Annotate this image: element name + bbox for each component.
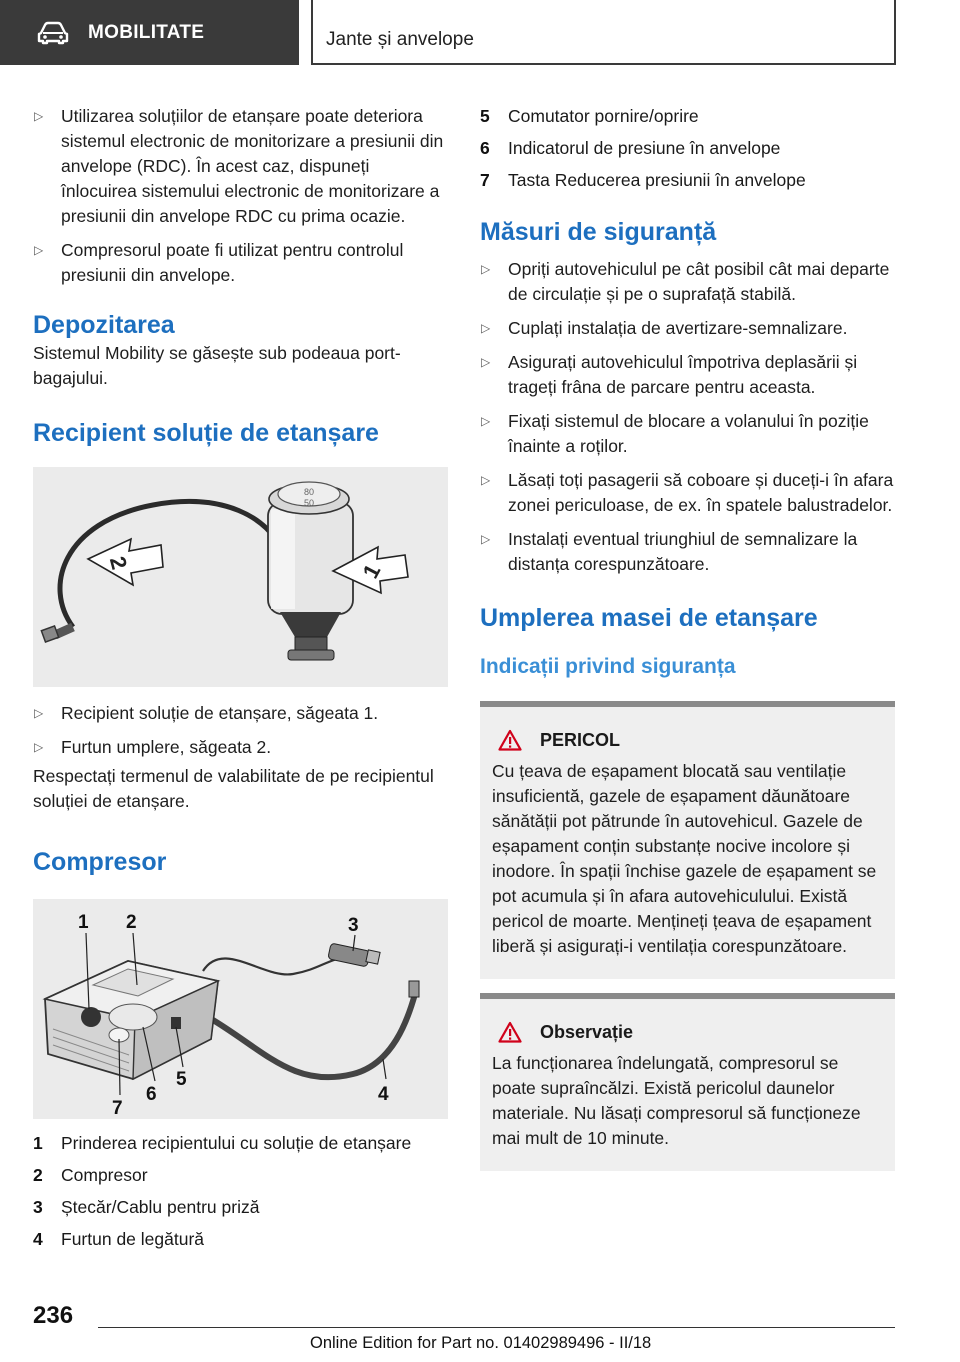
bullet-item: ▷ Cuplați instalația de avertizare-semnalizare. xyxy=(480,316,895,341)
heading-container: Recipient soluție de etanșare xyxy=(33,419,379,447)
callout-2: 2 xyxy=(126,912,137,933)
arrow-label-2: 2 xyxy=(104,553,133,573)
danger-text: Cu țeava de eșapament blocată sau ventilație insuficientă, gazele de eșapament dăunătoare sănătății pot pătrunde în autovehicul. Gazele de eșapament conțin substanțe nocive incolore și inodore. În spații închise gazele de eșapament se pot acumula și în afara autovehiculului. Există pericol de moarte. Mențineți țeava de eșapament liberă și asigurați-i ventilația corespunzătoare. xyxy=(492,761,877,956)
caution-notice xyxy=(480,993,895,1171)
bullet-item: ▷ Asigurați autovehiculul împotriva deplasării și trageți frâna de parcare pentru aceasta. xyxy=(481,352,858,397)
footer-divider xyxy=(98,1327,895,1328)
caution-text: La funcționarea îndelungată, compresorul se poate supraîncălzi. Există pericolul daunelor materiale. Nu lăsați compresorul să funcționeze mai mult de 10 minute. xyxy=(492,1053,861,1148)
storage-text: Sistemul Mobility se găsește sub podeaua portbagajului. xyxy=(33,343,401,388)
callout-6: 6 xyxy=(146,1084,157,1105)
car-icon xyxy=(36,21,70,45)
expiry-text: Respectați termenul de valabilitate de pe recipientul soluției de etanșare. xyxy=(33,766,434,811)
bullet-item: ▷ Fixați sistemul de blocare a volanului în poziție înainte a roților. xyxy=(481,411,869,456)
triangle-bullet-icon: ▷ xyxy=(34,706,44,720)
triangle-bullet-icon: ▷ xyxy=(34,109,44,123)
sealant-container-figure xyxy=(33,467,448,687)
callout-7: 7 xyxy=(112,1098,123,1119)
bullet-item: ▷ Recipient soluție de etanșare, săgeata 1. xyxy=(33,701,448,726)
triangle-bullet-icon: ▷ xyxy=(34,740,44,754)
bullet-item: ▷ Opriți autovehiculul pe cât posibil cât mai departe de circulație și pe o suprafață stabilă. xyxy=(481,259,890,304)
right-column xyxy=(480,104,895,1171)
edition-text: Online Edition for Part no. 01402989496 - II/18 xyxy=(310,1334,652,1352)
warning-triangle-icon xyxy=(498,729,522,751)
heading-fill: Umplerea masei de etanșare xyxy=(480,604,818,632)
bullet-item: ▷ Utilizarea soluțiilor de etanșare poate deteriora sistemul electronic de monitorizare a presiunii din anvelope (RDC). În acest caz, dispuneți înlocuirea sistemului electronic de monitorizare a presiunii din anvelope RDC cu prima ocazie. xyxy=(34,106,444,226)
compressor-figure xyxy=(33,899,448,1119)
warning-triangle-icon xyxy=(498,1021,522,1043)
arrow-label-1: 1 xyxy=(357,559,386,583)
chapter-tab xyxy=(311,0,896,65)
legend-item: 4 Furtun de legătură xyxy=(33,1229,205,1249)
caution-title: Observație xyxy=(492,1021,883,1043)
heading-safety: Măsuri de siguranță xyxy=(480,218,717,246)
callout-3: 3 xyxy=(348,915,359,936)
bullet-item: ▷ Instalați eventual triunghiul de semnalizare la distanța corespunzătoare. xyxy=(481,529,858,574)
triangle-bullet-icon: ▷ xyxy=(481,532,491,546)
cap-marking-80: 80 xyxy=(303,487,315,497)
legend-item: 7 Tasta Reducerea presiunii în anvelope xyxy=(480,170,806,190)
callout-4: 4 xyxy=(378,1084,389,1105)
callout-5: 5 xyxy=(176,1069,187,1090)
triangle-bullet-icon: ▷ xyxy=(481,473,491,487)
callout-1: 1 xyxy=(78,912,89,933)
triangle-bullet-icon: ▷ xyxy=(481,262,491,276)
section-tab xyxy=(0,0,299,65)
legend-item: 6 Indicatorul de presiune în anvelope xyxy=(480,138,781,158)
bullet-item: ▷ Furtun umplere, săgeata 2. xyxy=(33,735,448,760)
subheading-safety-notes: Indicații privind siguranța xyxy=(480,655,736,678)
chapter-title: Jante și anvelope xyxy=(326,29,474,50)
left-column xyxy=(33,104,448,1259)
page-number: 236 xyxy=(33,1302,74,1329)
triangle-bullet-icon: ▷ xyxy=(481,321,491,335)
cap-marking-50: 50 xyxy=(303,498,315,508)
heading-storage: Depozitarea xyxy=(33,311,175,339)
bullet-item: ▷ Compresorul poate fi utilizat pentru controlul presiunii din anvelope. xyxy=(34,240,404,285)
legend-item: 2 Compresor xyxy=(33,1165,148,1185)
danger-title: PERICOL xyxy=(492,729,883,751)
danger-notice xyxy=(480,701,895,979)
section-title: MOBILITATE xyxy=(88,21,205,43)
triangle-bullet-icon: ▷ xyxy=(34,243,44,257)
legend-item: 5 Comutator pornire/oprire xyxy=(480,106,699,126)
triangle-bullet-icon: ▷ xyxy=(481,414,491,428)
bullet-item: ▷ Lăsați toți pasagerii să coboare și duceți-i în afara zonei periculoase, de ex. în spatele balustradelor. xyxy=(481,470,894,515)
triangle-bullet-icon: ▷ xyxy=(481,355,491,369)
legend-item: 3 Ștecăr/Cablu pentru priză xyxy=(33,1197,260,1217)
heading-compressor: Compresor xyxy=(33,848,167,876)
legend-item: 1 Prinderea recipientului cu soluție de etanșare xyxy=(33,1133,412,1153)
